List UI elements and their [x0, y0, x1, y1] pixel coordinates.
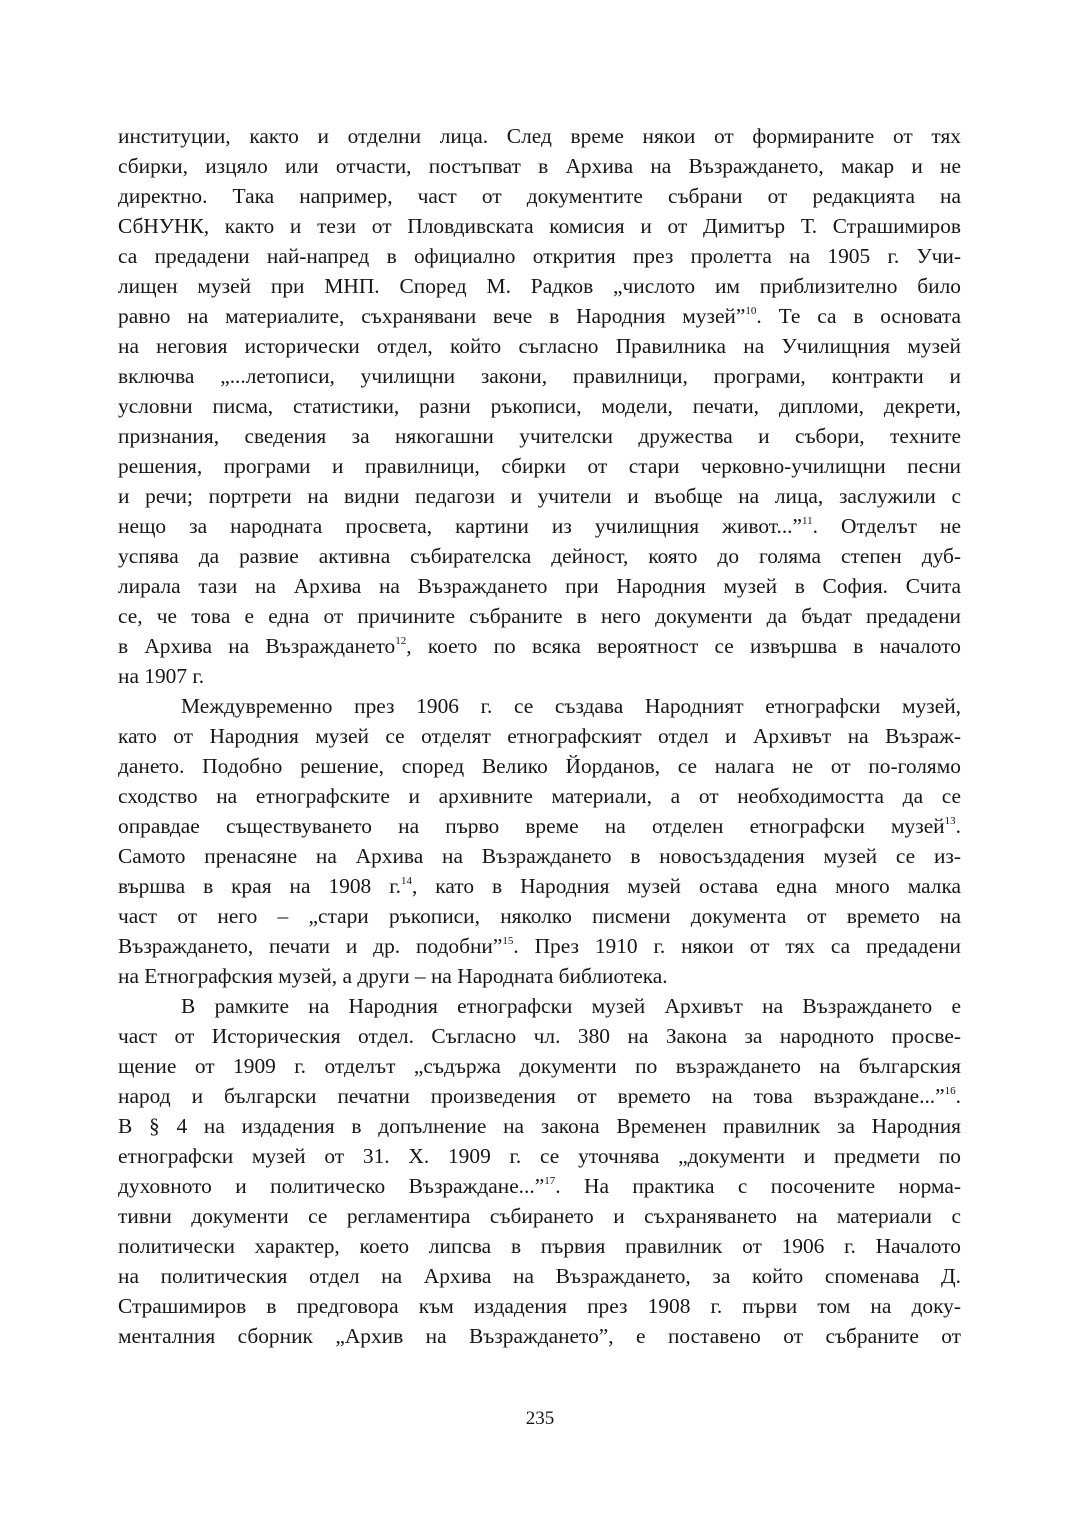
text-line: Страшимиров в предговора към издадения през 1908 г. първи том на доку- [118, 1294, 961, 1318]
text-line: СбНУНК, както и тези от Пловдивската комисия и от Димитър Т. Страшимиров [118, 214, 961, 238]
text-line: етнографски музей от 31. Х. 1909 г. се уточнява „документи и предмети по [118, 1144, 961, 1168]
text-line: менталния сборник „Архив на Възраждането”, е поставено от събраните от [118, 1324, 961, 1348]
text-line: се, че това е една от причините събраните в него документи да бъдат предадени [118, 604, 961, 628]
text-line: Самото пренасяне на Архива на Възраждането в новосъздадения музей се из- [118, 844, 961, 868]
text-line: тивни документи се регламентира събирането и съхраняването на материали с [118, 1204, 961, 1228]
text-line: лищен музей при МНП. Според М. Радков „числото им приблизително било [118, 274, 961, 298]
text-line: условни писма, статистики, разни ръкописи, модели, печати, дипломи, декрети, [118, 394, 961, 418]
text-line: равно на материалите, съхранявани вече в Народния музей”$^{10}$. Те са в основата [118, 304, 962, 328]
text-line: лирала тази на Архива на Възраждането при Народния музей в София. Счита [118, 574, 961, 598]
footnote-ref: 11 [802, 515, 813, 527]
footnote-ref: 14 [400, 875, 412, 887]
footnote-ref: 12 [395, 635, 407, 647]
text-line: политически характер, което липсва в първия правилник от 1906 г. Началото [118, 1234, 961, 1258]
text-line: сходство на етнографските и архивните материали, а от необходимостта да се [118, 784, 961, 808]
text-line: нещо за народната просвета, картини из училищния живот...”$^{11}$. Отделът не [118, 514, 961, 538]
text-line: сбирки, изцяло или отчасти, постъпват в Архива на Възраждането, макар и не [118, 154, 961, 178]
text-line: народ и български печатни произведения от времето на това възраждане...”$^{16}$. [118, 1084, 961, 1108]
paragraph-first-line: Междувременно през 1906 г. се създава Народният етнографски музей, [181, 694, 961, 718]
paragraph-first-line: В рамките на Народния етнографски музей Архивът на Възраждането е [181, 994, 961, 1018]
text-line: и речи; портрети на видни педагози и учители и въобще на лица, заслужили с [118, 484, 961, 508]
page-number: 235 [525, 1408, 555, 1429]
footnote-ref: 10 [745, 305, 757, 317]
text-line: на неговия исторически отдел, който съгласно Правилника на Училищния музей [118, 334, 961, 358]
text-line: признания, сведения за някогашни учителски дружества и събори, техните [118, 424, 961, 448]
text-line: успява да развие активна събирателска дейност, която до голяма степен дуб- [118, 544, 961, 568]
footnote-ref: 15 [502, 935, 514, 947]
text-line: част от него – „стари ръкописи, няколко писмени документа от времето на [118, 904, 961, 928]
text-line: вършва в края на 1908 г.$^{14}$, като в Народния музей остава една много малка [118, 874, 962, 898]
text-line: оправдае съществуването на първо време на отделен етнографски музей$^{13}$. [118, 814, 961, 838]
text-line: на политическия отдел на Архива на Възраждането, за който споменава Д. [118, 1264, 961, 1288]
text-line: директно. Така например, част от документите събрани от редакцията на [118, 184, 961, 208]
footnote-ref: 13 [944, 815, 956, 827]
text-line: В § 4 на издадения в допълнение на закона Временен правилник за Народния [118, 1114, 961, 1138]
text-line: институции, както и отделни лица. След време някои от формираните от тях [118, 124, 961, 148]
text-line: на 1907 г. [118, 664, 205, 688]
text-line: в Архива на Възраждането$^{12}$, което по всяка вероятност се извършва в началото [118, 634, 962, 658]
text-line: като от Народния музей се отделят етнографският отдел и Архивът на Възраж- [118, 724, 961, 748]
text-line: дането. Подобно решение, според Велико Йорданов, се налага не от по-голямо [118, 754, 961, 778]
text-line: щение от 1909 г. отделът „съдържа документи по възраждането на българския [118, 1054, 961, 1078]
text-line: на Етнографския музей, а други – на Народната библиотека. [118, 964, 668, 988]
footnote-ref: 17 [544, 1175, 556, 1187]
text-line: Възраждането, печати и др. подобни”$^{15}$. През 1910 г. някои от тях са предадени [118, 934, 961, 958]
text-line: са предадени най-напред в официално открития през пролетта на 1905 г. Учи- [118, 244, 961, 268]
text-line: включва „...летописи, училищни закони, правилници, програми, контракти и [118, 364, 961, 388]
text-line: част от Историческия отдел. Съгласно чл. 380 на Закона за народното просве- [118, 1024, 961, 1048]
footnote-ref: 16 [944, 1085, 956, 1097]
text-line: духовното и политическо Възраждане...”$^{17}$. На практика с посочените норма- [118, 1174, 962, 1198]
text-line: решения, програми и правилници, сбирки от стари черковно-училищни песни [118, 454, 961, 478]
body-text [118, 121, 961, 1351]
